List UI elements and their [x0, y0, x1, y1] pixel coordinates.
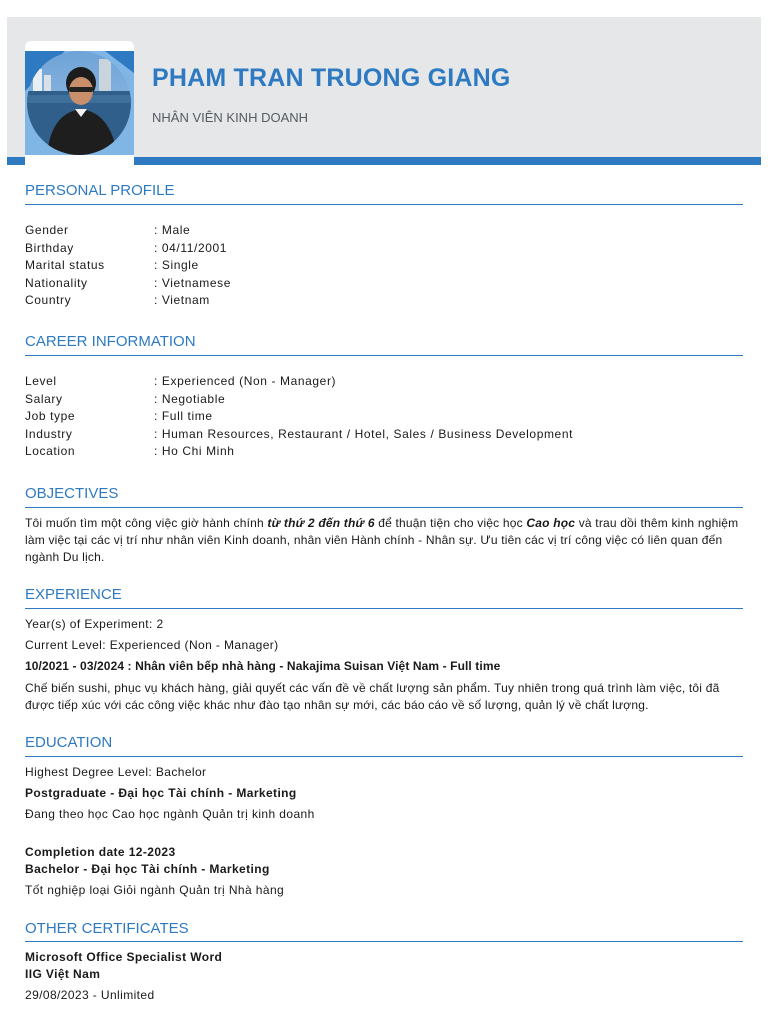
candidate-name: PHAM TRAN TRUONG GIANG: [152, 64, 511, 92]
education-bachelor: Bachelor - Đại học Tài chính - Marketing: [25, 862, 270, 876]
row-label: Marital status: [25, 258, 105, 273]
profile-row-country: [25, 292, 231, 310]
header-bar-left: [7, 157, 25, 165]
personal-profile-list: [25, 222, 231, 310]
objectives-text-part: và trau dồi thêm kinh nghiệm làm việc tại các vị trí như nhân viên Kinh doanh, nhân viên Hành chính - Nhân sự. Ưu tiên các vị trí công việc có liên quan đến ngành Du lịch.: [25, 516, 739, 564]
row-value: : Single: [154, 258, 199, 273]
row-label: Country: [25, 293, 72, 308]
section-divider: [25, 941, 743, 942]
profile-photo-card: [25, 41, 134, 165]
objectives-text-part: để thuận tiện cho việc học: [374, 516, 527, 530]
row-label: Nationality: [25, 275, 88, 290]
row-label: Industry: [25, 426, 73, 441]
row-value: : Full time: [154, 409, 213, 424]
objectives-text-part: Tôi muốn tìm một công việc giờ hành chính: [25, 516, 268, 530]
experience-description: Chế biến sushi, phục vụ khách hàng, giải quyết các vấn đề về chất lượng sản phẩm. Tuy nhiên trong quá trình làm việc, tôi đã được tiếp xúc với các công việc khác như đào tạo nhân sự mới, các báo cáo về số lượng, quản lý về chất lượng.: [25, 681, 720, 712]
career-row-location: [25, 443, 573, 461]
row-label: Job type: [25, 409, 76, 424]
section-title-objectives: OBJECTIVES: [25, 485, 119, 502]
career-row-industry: [25, 426, 573, 444]
certificate-validity: 29/08/2023 - Unlimited: [25, 988, 155, 1002]
certificate-name: Microsoft Office Specialist Word: [25, 950, 223, 964]
profile-row-gender: [25, 222, 231, 240]
education-highest-degree: Highest Degree Level: Bachelor: [25, 765, 207, 779]
section-title-other-certificates: OTHER CERTIFICATES: [25, 920, 189, 937]
section-divider: [25, 355, 743, 356]
row-label: Gender: [25, 223, 69, 237]
section-title-career-information: CAREER INFORMATION: [25, 333, 196, 350]
profile-row-marital-status: [25, 257, 231, 275]
education-bachelor-note: Tốt nghiệp loại Giỏi ngành Quản trị Nhà hàng: [25, 883, 285, 897]
education-completion-date: Completion date 12-2023: [25, 845, 176, 859]
profile-photo: [25, 51, 134, 155]
row-value: : Vietnamese: [154, 275, 232, 290]
row-value: : Ho Chi Minh: [154, 444, 235, 459]
experience-years: Year(s) of Experiment: 2: [25, 617, 164, 631]
experience-job-title: 10/2021 - 03/2024 : Nhân viên bếp nhà hàng - Nakajima Suisan Việt Nam - Full time: [25, 659, 501, 673]
certificate-issuer: IIG Việt Nam: [25, 967, 101, 981]
section-title-experience: EXPERIENCE: [25, 586, 122, 603]
profile-row-birthday: [25, 240, 231, 258]
section-title-education: EDUCATION: [25, 734, 113, 751]
row-value: : Male: [154, 223, 191, 237]
section-divider: [25, 608, 743, 609]
objectives-emphasis: từ thứ 2 đến thứ 6: [267, 516, 375, 530]
objectives-text: [25, 515, 745, 566]
row-value: : Negotiable: [154, 391, 226, 406]
experience-current-level: Current Level: Experienced (Non - Manager): [25, 638, 279, 652]
career-row-level: [25, 373, 573, 391]
row-value: : 04/11/2001: [154, 240, 228, 255]
section-divider: [25, 507, 743, 508]
row-label: Location: [25, 444, 76, 459]
row-label: Birthday: [25, 240, 74, 255]
row-value: : Human Resources, Restaurant / Hotel, Sales / Business Development: [154, 426, 574, 441]
row-value: : Vietnam: [154, 293, 210, 308]
row-label: Salary: [25, 391, 63, 406]
education-postgraduate: Postgraduate - Đại học Tài chính - Marketing: [25, 786, 297, 800]
section-divider: [25, 756, 743, 757]
section-divider: [25, 204, 743, 205]
objectives-emphasis: Cao học: [526, 516, 576, 530]
candidate-job-title: NHÂN VIÊN KINH DOANH: [152, 110, 309, 125]
education-postgraduate-note: Đang theo học Cao học ngành Quản trị kinh doanh: [25, 807, 315, 821]
section-title-personal-profile: PERSONAL PROFILE: [25, 182, 175, 199]
profile-row-nationality: [25, 275, 231, 293]
career-information-list: [25, 373, 573, 461]
career-row-job-type: [25, 408, 573, 426]
career-row-salary: [25, 391, 573, 409]
row-value: : Experienced (Non - Manager): [154, 374, 337, 388]
row-label: Level: [25, 374, 57, 388]
